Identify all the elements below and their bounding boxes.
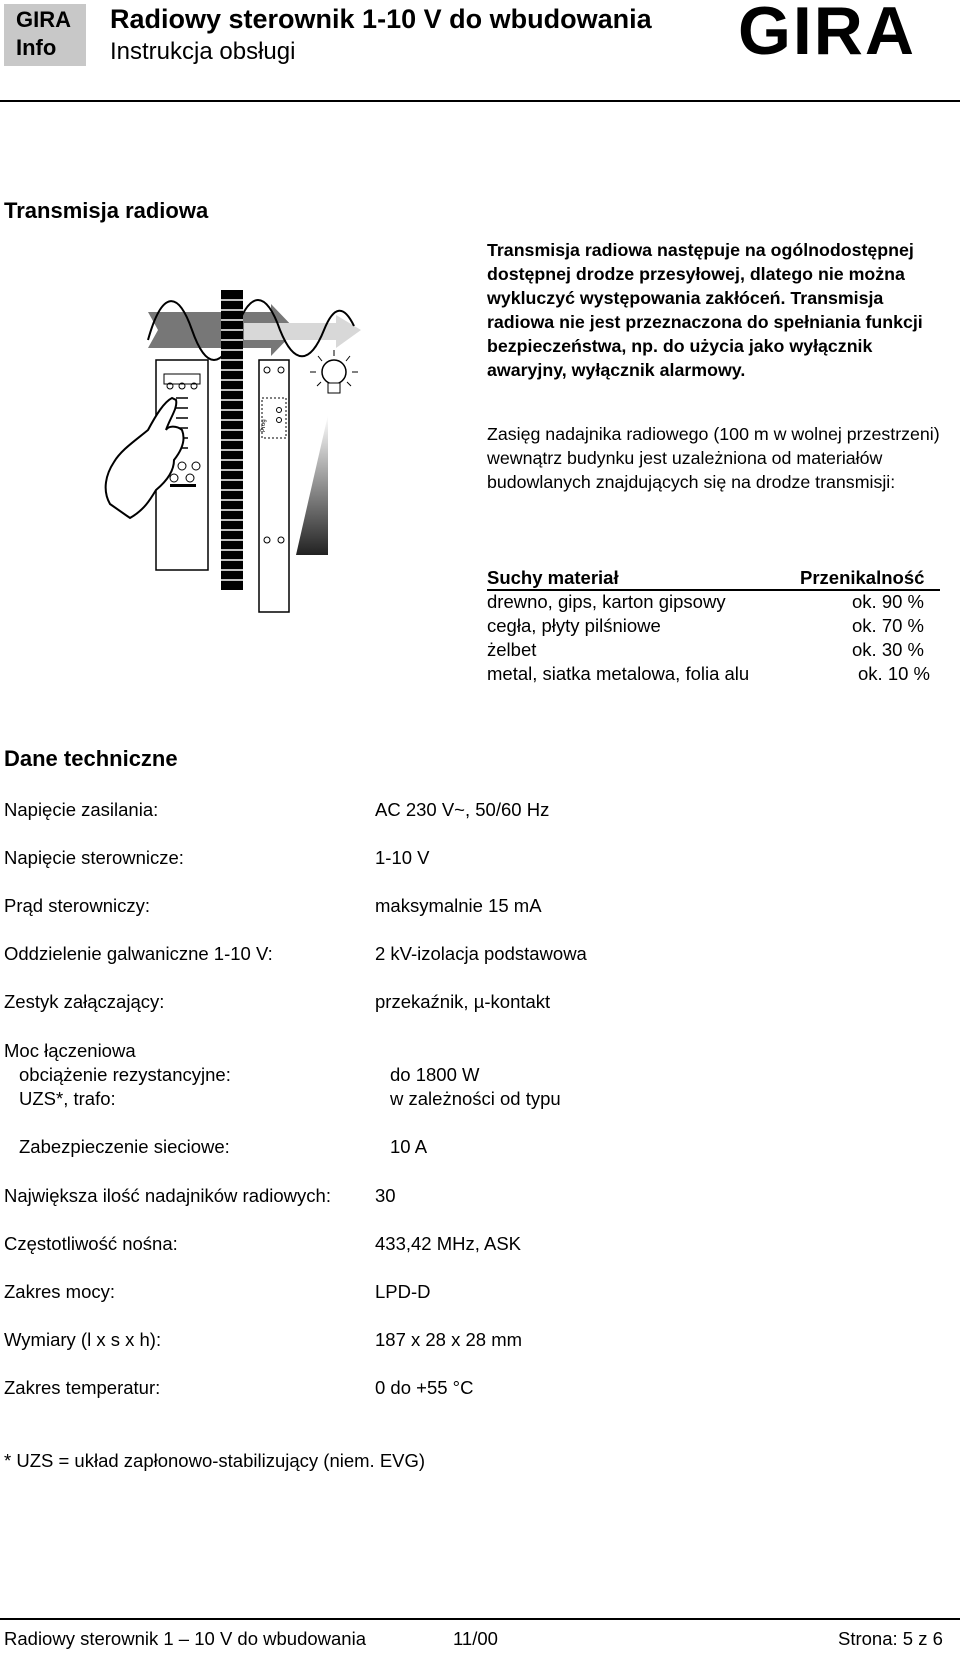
spec-label: Zakres temperatur:: [4, 1377, 161, 1398]
signal-strength-gradient: [296, 415, 328, 555]
footnote: * UZS = układ zapłonowo-stabilizujący (niem. EVG): [4, 1450, 426, 1471]
prog-label: Prog: [261, 419, 267, 432]
spec-label: Prąd sterowniczy:: [4, 895, 150, 916]
header-divider: [0, 100, 960, 102]
brick-wall: [221, 290, 243, 590]
spec-label: Zakres mocy:: [4, 1281, 116, 1302]
radio-transmission-illustration: [96, 290, 426, 620]
spec-value: 433,42 MHz, ASK: [375, 1233, 522, 1254]
receiver-module: [259, 360, 289, 612]
material-row-value: ok. 30 %: [852, 639, 924, 660]
material-row-value: ok. 90 %: [852, 591, 924, 612]
light-bulb-icon: [310, 350, 358, 393]
power-resistive-label: obciążenie rezystancyjne:: [19, 1064, 231, 1085]
material-row-name: żelbet: [487, 639, 537, 660]
spec-label: Zestyk załączający:: [4, 991, 165, 1012]
spec-value: maksymalnie 15 mA: [375, 895, 542, 916]
document-title: Radiowy sterownik 1-10 V do wbudowania: [110, 4, 652, 34]
spec-value: przekaźnik, µ-kontakt: [375, 991, 551, 1012]
material-row-name: drewno, gips, karton gipsowy: [487, 591, 726, 612]
spec-value: LPD-D: [375, 1281, 431, 1302]
badge-line-2: Info: [16, 35, 57, 60]
radio-paragraph-1: Transmisja radiowa następuje na ogólnodostępnej dostępnej drodze przesyłowej, dlatego nie można wykluczyć występowania zakłóceń. Transmisja radiowa nie jest przeznaczona do spełniania funkcji bezpieczeństwa, np. do użycia jako wyłącznik awaryjny, wyłącznik alarmowy.: [487, 240, 923, 380]
material-row-name: metal, siatka metalowa, folia alu: [487, 663, 750, 684]
spec-label: Napięcie zasilania:: [4, 799, 159, 820]
spec-label: Częstotliwość nośna:: [4, 1233, 178, 1254]
material-row-value: ok. 70 %: [852, 615, 924, 636]
spec-value: 1-10 V: [375, 847, 430, 868]
spec-value: 187 x 28 x 28 mm: [375, 1329, 523, 1350]
gira-logo: GIRA: [738, 0, 916, 69]
document-subtitle: Instrukcja obsługi: [110, 38, 296, 65]
spec-label: Wymiary (l x s x h):: [4, 1329, 162, 1350]
permeability-column-header: Przenikalność: [800, 567, 925, 588]
max-transmitters-value: 30: [375, 1185, 396, 1206]
material-row-name: cegła, płyty pilśniowe: [487, 615, 661, 636]
fuse-label: Zabezpieczenie sieciowe:: [19, 1136, 230, 1157]
spec-value: 2 kV-izolacja podstawowa: [375, 943, 587, 964]
power-ballast-value: w zależności od typu: [390, 1088, 561, 1109]
footer-date: 11/00: [453, 1628, 498, 1649]
power-resistive-value: do 1800 W: [390, 1064, 480, 1085]
section-heading-radio: Transmisja radiowa: [4, 198, 209, 223]
material-row-value: ok. 10 %: [858, 663, 930, 684]
section-heading-tech: Dane techniczne: [4, 746, 178, 771]
footer-product: Radiowy sterownik 1 – 10 V do wbudowania: [4, 1628, 366, 1649]
spec-value: 0 do +55 °C: [375, 1377, 474, 1398]
power-ballast-label: UZS*, trafo:: [19, 1088, 116, 1109]
radio-paragraph-2: Zasięg nadajnika radiowego (100 m w wolnej przestrzeni) wewnątrz budynku jest uzależniona od materiałów budowlanych znajdujących się na drodze transmisji:: [487, 424, 940, 492]
max-transmitters-label: Największa ilość nadajników radiowych:: [4, 1185, 331, 1206]
badge-line-1: GIRA: [16, 7, 71, 32]
spec-value: AC 230 V~, 50/60 Hz: [375, 799, 550, 820]
gira-info-badge: [4, 4, 86, 66]
material-column-header: Suchy materiał: [487, 567, 619, 588]
power-label: Moc łączeniowa: [4, 1040, 136, 1061]
fuse-value: 10 A: [390, 1136, 428, 1157]
footer-divider: [0, 1618, 960, 1620]
footer-page-number: Strona: 5 z 6: [838, 1628, 943, 1649]
spec-label: Napięcie sterownicze:: [4, 847, 184, 868]
spec-label: Oddzielenie galwaniczne 1-10 V:: [4, 943, 273, 964]
